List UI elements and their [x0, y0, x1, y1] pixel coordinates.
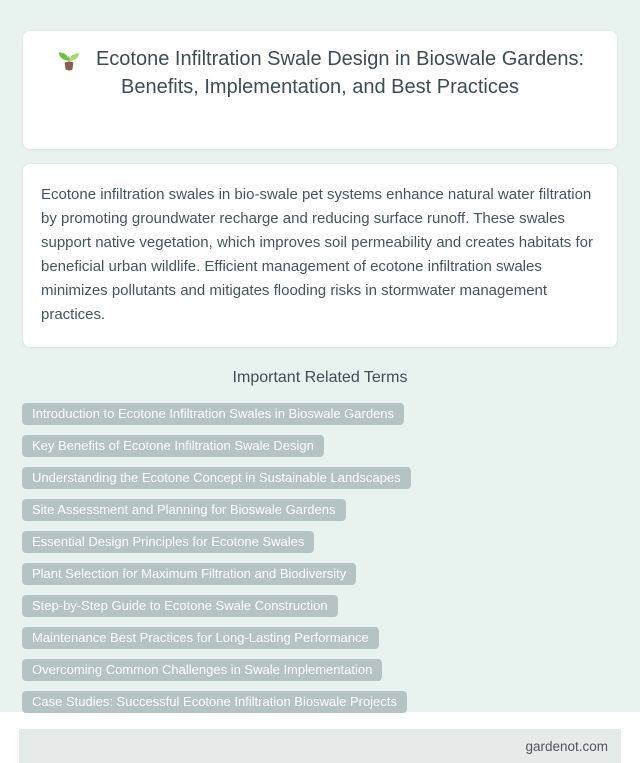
seedling-icon	[56, 45, 82, 71]
footer-bar	[19, 729, 621, 763]
page-title-text: Ecotone Infiltration Swale Design in Bioswale Gardens: Benefits, Implementation, and Best Practices	[95, 48, 585, 98]
related-term-chip[interactable]: Site Assessment and Planning for Bioswale Gardens	[22, 499, 346, 521]
footer-site-label: gardenot.com	[525, 738, 608, 754]
related-term-chip[interactable]: Understanding the Ecotone Concept in Sustainable Landscapes	[22, 467, 411, 489]
related-term-chip[interactable]: Overcoming Common Challenges in Swale Implementation	[22, 659, 382, 681]
page-title	[49, 45, 591, 101]
summary-text: Ecotone infiltration swales in bio-swale pet systems enhance natural water filtration by promoting groundwater recharge and reducing surface runoff. These swales support native vegetation, which improves soil permeability and creates habitats for beneficial urban wildlife. Efficient management of ecotone infiltration swales minimizes pollutants and mitigates flooding risks in stormwater management practices.	[41, 186, 593, 323]
related-terms-list	[22, 403, 618, 713]
related-term-chip[interactable]: Maintenance Best Practices for Long-Lasting Performance	[22, 627, 379, 649]
related-term-chip[interactable]: Introduction to Ecotone Infiltration Swales in Bioswale Gardens	[22, 403, 404, 425]
summary-card	[22, 163, 618, 348]
related-term-chip[interactable]: Plant Selection for Maximum Filtration and Biodiversity	[22, 563, 356, 585]
related-terms-heading: Important Related Terms	[232, 369, 408, 386]
related-term-chip[interactable]: Key Benefits of Ecotone Infiltration Swale Design	[22, 435, 324, 457]
related-term-chip[interactable]: Essential Design Principles for Ecotone Swales	[22, 531, 314, 553]
title-card	[22, 30, 618, 150]
related-term-chip[interactable]: Step-by-Step Guide to Ecotone Swale Construction	[22, 595, 338, 617]
related-term-chip[interactable]: Case Studies: Successful Ecotone Infiltration Bioswale Projects	[22, 691, 407, 713]
